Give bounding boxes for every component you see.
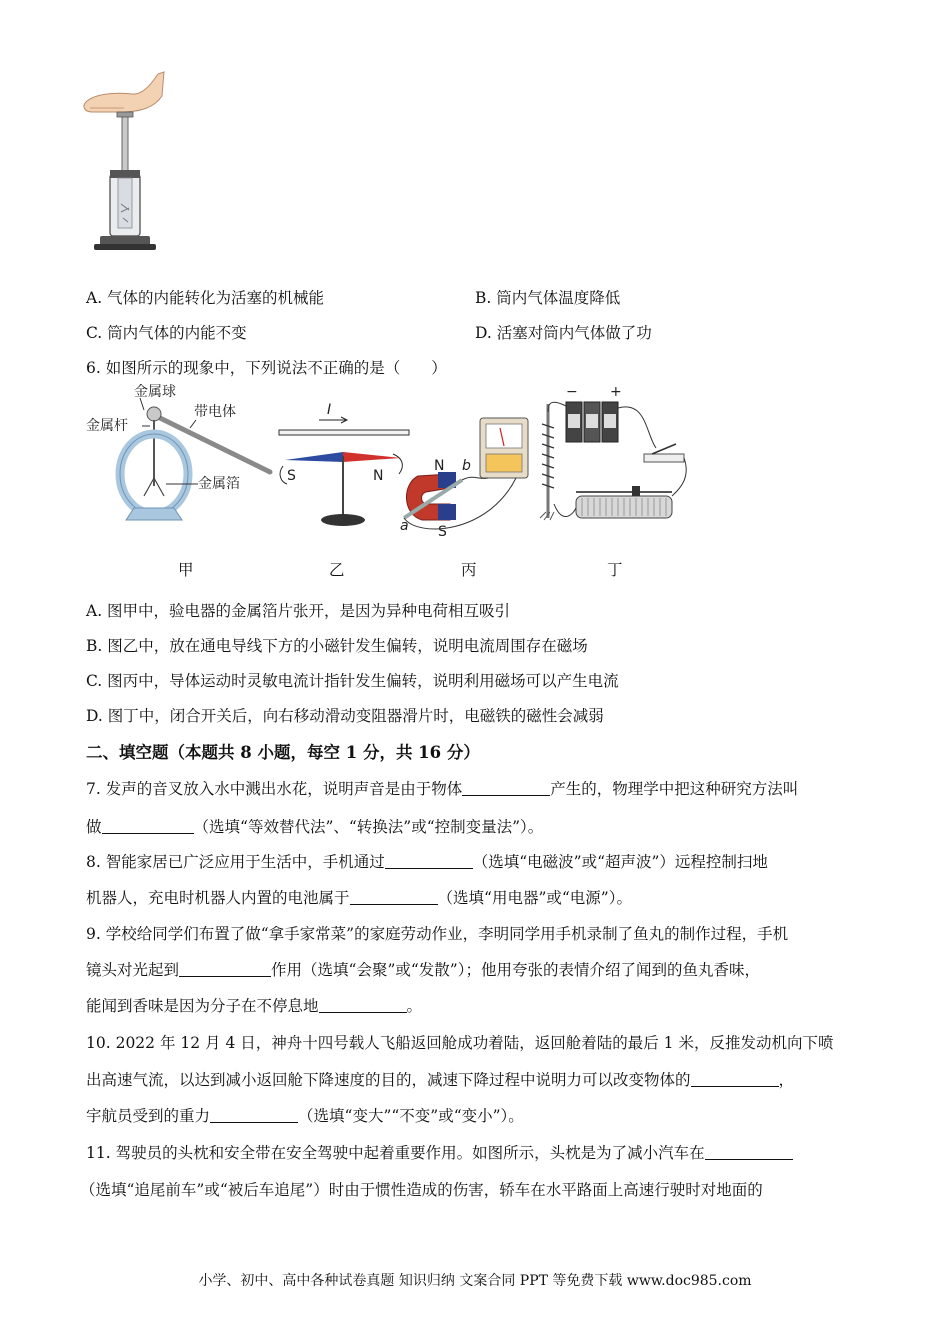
label-metal-ball: 金属球	[134, 384, 176, 400]
q7-text-1b: 产生的，物理学中把这种研究方法叫	[550, 780, 799, 798]
galvanometer-figure	[398, 414, 538, 539]
label-magnet-n: N	[434, 458, 445, 474]
figure-caption-yi: 乙	[329, 561, 345, 579]
label-metal-foil: 金属箔	[198, 476, 240, 492]
label-magnet-s: S	[438, 524, 447, 539]
q8-blank-2[interactable]	[350, 889, 438, 905]
q10-blank-2[interactable]	[210, 1107, 298, 1123]
compression-cylinder-figure	[80, 66, 190, 256]
q7-line-1	[86, 777, 798, 799]
q6-option-d: D. 图丁中，闭合开关后，向右移动滑动变阻器滑片时，电磁铁的磁性会减弱	[86, 707, 604, 725]
q9-line-2	[86, 958, 760, 980]
figure-caption-ding: 丁	[607, 561, 623, 579]
q10-blank-1[interactable]	[691, 1071, 779, 1087]
q7-text-1a: 7. 发声的音叉放入水中溅出水花，说明声音是由于物体	[86, 780, 463, 798]
q9-text-2a: 镜头对光起到	[86, 961, 180, 979]
q8-line-1	[86, 850, 768, 872]
q10-text-2b: ，	[778, 1071, 795, 1089]
q6-option-a: A. 图甲中，验电器的金属箔片张开，是因为异种电荷相互吸引	[86, 602, 511, 620]
label-compass-n: N	[373, 468, 384, 484]
label-compass-s: S	[287, 468, 296, 484]
q9-text-3a: 能闻到香味是因为分子在不停息地	[86, 997, 319, 1015]
electroscope-figure	[86, 384, 276, 529]
q10-text-3a: 宇航员受到的重力	[86, 1107, 211, 1125]
q6-stem: 6. 如图所示的现象中，下列说法不正确的是（ ）	[86, 359, 447, 377]
figure-caption-jia: 甲	[178, 561, 194, 579]
label-battery-plus: +	[610, 384, 622, 400]
q6-option-c: C. 图丙中，导体运动时灵敏电流计指针发生偏转，说明利用磁场可以产生电流	[86, 672, 619, 690]
q9-text-2b: 作用（选填“会聚”或“发散”）；他用夸张的表情介绍了闻到的鱼丸香味，	[271, 961, 760, 979]
q9-line-3	[86, 994, 422, 1016]
q9-text-3b: 。	[406, 997, 423, 1015]
q10-line-3	[86, 1104, 524, 1126]
electromagnet-circuit-figure	[536, 384, 696, 534]
q7-blank-1[interactable]	[462, 780, 550, 796]
label-current-i: I	[327, 402, 332, 418]
q11-line-1	[86, 1141, 793, 1163]
q7-blank-2[interactable]	[102, 818, 194, 834]
label-battery-minus: −	[566, 384, 578, 400]
label-charged-body: 带电体	[194, 404, 236, 420]
q8-text-2b: （选填“用电器”或“电源”）。	[437, 889, 632, 907]
q8-blank-1[interactable]	[385, 853, 473, 869]
q8-text-1a: 8. 智能家居已广泛应用于生活中，手机通过	[86, 853, 385, 871]
q8-line-2	[86, 886, 632, 908]
section-heading: 二、填空题（本题共 8 小题，每空 1 分，共 16 分）	[86, 743, 480, 762]
q9-blank-2[interactable]	[319, 997, 407, 1013]
q11-blank-1[interactable]	[705, 1144, 793, 1160]
q11-text-1a: 11. 驾驶员的头枕和安全带在安全驾驶中起着重要作用。如图所示，头枕是为了减小汽车在	[86, 1144, 705, 1162]
label-metal-rod: 金属杆	[86, 418, 128, 434]
q5-option-b: B. 筒内气体温度降低	[475, 289, 621, 307]
q11-line-2: （选填“追尾前车”或“被后车追尾”）时由于惯性造成的伤害，轿车在水平路面上高速行驶时对地面的	[80, 1181, 763, 1199]
q9-blank-1[interactable]	[179, 961, 271, 977]
q7-line-2	[86, 815, 543, 837]
q10-text-2a: 出高速气流，以达到减小返回舱下降速度的目的，减速下降过程中说明力可以改变物体的	[86, 1071, 691, 1089]
q10-text-3b: （选填“变大”“不变”或“变小”）。	[298, 1107, 524, 1125]
label-conductor-b: b	[462, 458, 471, 474]
compass-wire-figure	[275, 400, 415, 530]
q10-line-1: 10. 2022 年 12 月 4 日，神舟十四号载人飞船返回舱成功着陆，返回舱着陆的最后 1 米，反推发动机向下喷	[86, 1034, 834, 1052]
q5-option-a: A. 气体的内能转化为活塞的机械能	[86, 289, 325, 307]
q10-line-2	[86, 1068, 794, 1090]
q5-option-d: D. 活塞对筒内气体做了功	[475, 324, 652, 342]
q6-option-b: B. 图乙中，放在通电导线下方的小磁针发生偏转，说明电流周围存在磁场	[86, 637, 588, 655]
label-conductor-a: a	[400, 518, 409, 534]
q8-text-2a: 机器人，充电时机器人内置的电池属于	[86, 889, 350, 907]
q7-text-2b: （选填“等效替代法”、“转换法”或“控制变量法”）。	[193, 818, 544, 836]
q9-line-1: 9. 学校给同学们布置了做“拿手家常菜”的家庭劳动作业，李明同学用手机录制了鱼丸的制作过程，手机	[86, 925, 789, 943]
q7-text-2a: 做	[86, 818, 102, 836]
figure-caption-bing: 丙	[461, 561, 477, 579]
q5-option-c: C. 筒内气体的内能不变	[86, 324, 247, 342]
page-footer: 小学、初中、高中各种试卷真题 知识归纳 文案合同 PPT 等免费下载 www.doc985.com	[198, 1273, 752, 1289]
q8-text-1b: （选填“电磁波”或“超声波”）远程控制扫地	[472, 853, 768, 871]
